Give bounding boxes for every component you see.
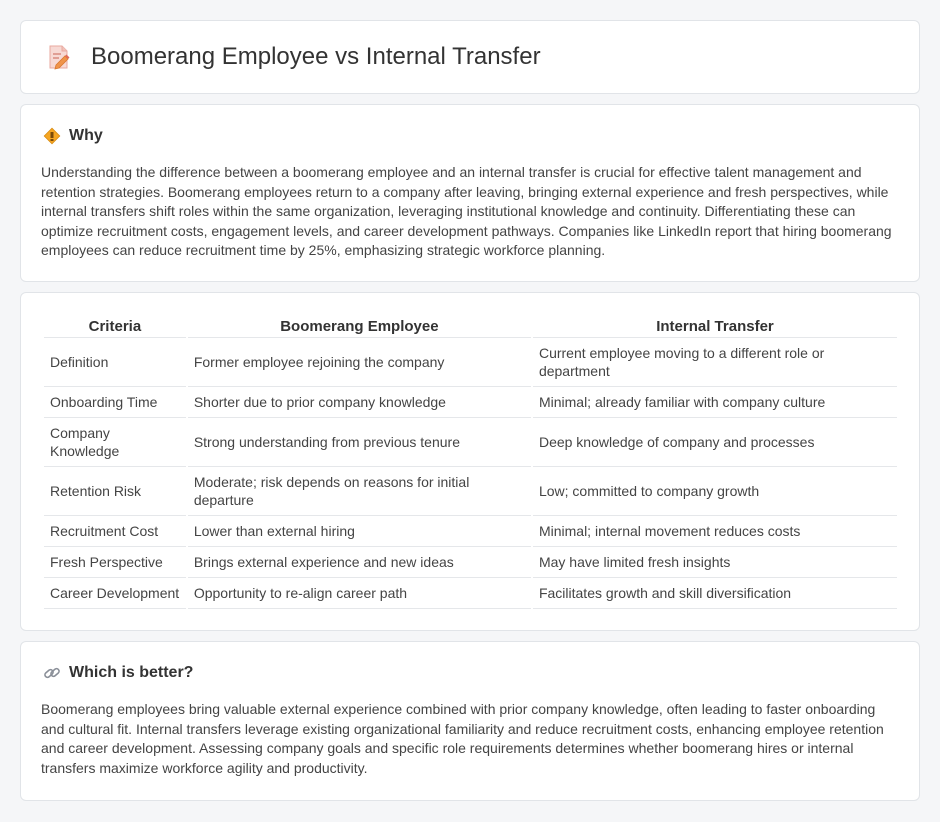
table-cell: Shorter due to prior company knowledge bbox=[188, 387, 531, 418]
table-cell: Career Development bbox=[44, 578, 186, 609]
table-header-row bbox=[44, 315, 897, 338]
comparison-table bbox=[42, 315, 899, 609]
header-boomerang: Boomerang Employee bbox=[188, 315, 531, 338]
header-criteria: Criteria bbox=[44, 315, 186, 338]
why-title: Why bbox=[69, 127, 103, 144]
table-cell: Deep knowledge of company and processes bbox=[533, 418, 897, 467]
table-row bbox=[44, 338, 897, 387]
table-cell: Lower than external hiring bbox=[188, 516, 531, 547]
table-cell: Minimal; already familiar with company culture bbox=[533, 387, 897, 418]
table-cell: Moderate; risk depends on reasons for initial departure bbox=[188, 467, 531, 516]
table-cell: Opportunity to re-align career path bbox=[188, 578, 531, 609]
table-row bbox=[44, 387, 897, 418]
table-cell: Onboarding Time bbox=[44, 387, 186, 418]
table-cell: Former employee rejoining the company bbox=[188, 338, 531, 387]
table-row bbox=[44, 578, 897, 609]
document-pencil-icon bbox=[45, 43, 73, 71]
which-is-better-section bbox=[20, 641, 920, 801]
diamond-icon bbox=[43, 127, 61, 145]
comparison-table-card bbox=[20, 292, 920, 631]
table-cell: Strong understanding from previous tenure bbox=[188, 418, 531, 467]
table-cell: Current employee moving to a different role or department bbox=[533, 338, 897, 387]
table-cell: Company Knowledge bbox=[44, 418, 186, 467]
header-internal: Internal Transfer bbox=[533, 315, 897, 338]
better-title: Which is better? bbox=[69, 664, 194, 681]
table-row bbox=[44, 418, 897, 467]
table-cell: Low; committed to company growth bbox=[533, 467, 897, 516]
table-cell: Minimal; internal movement reduces costs bbox=[533, 516, 897, 547]
table-row bbox=[44, 467, 897, 516]
table-cell: Retention Risk bbox=[44, 467, 186, 516]
table-row bbox=[44, 516, 897, 547]
table-cell: May have limited fresh insights bbox=[533, 547, 897, 578]
table-cell: Facilitates growth and skill diversification bbox=[533, 578, 897, 609]
link-icon bbox=[43, 664, 61, 682]
title-card bbox=[20, 20, 920, 94]
table-cell: Recruitment Cost bbox=[44, 516, 186, 547]
why-section bbox=[20, 104, 920, 282]
table-cell: Fresh Perspective bbox=[44, 547, 186, 578]
table-cell: Brings external experience and new ideas bbox=[188, 547, 531, 578]
page-title: Boomerang Employee vs Internal Transfer bbox=[91, 43, 541, 70]
table-row bbox=[44, 547, 897, 578]
table-cell: Definition bbox=[44, 338, 186, 387]
better-text: Boomerang employees bring valuable external experience combined with prior company knowledge, often leading to faster onboarding and cultural fit. Internal transfers leverage existing organizational familiarity and reduce recruitment costs, enhancing employee retention and career development. Assessing company goals and specific role requirements determines whether boomerang hires or internal transfers maximize workforce agility and productivity. bbox=[41, 701, 884, 776]
why-text: Understanding the difference between a boomerang employee and an internal transfer is crucial for effective talent management and retention strategies. Boomerang employees return to a company after leaving, bringing external experience and fresh perspectives, while internal transfers shift roles within the same organization, leveraging institutional knowledge and continuity. Differentiating these can optimize recruitment costs, engagement levels, and career development pathways. Companies like LinkedIn report that hiring boomerang employees can reduce recruitment time by 25%, emphasizing strategic workforce planning. bbox=[41, 164, 892, 258]
